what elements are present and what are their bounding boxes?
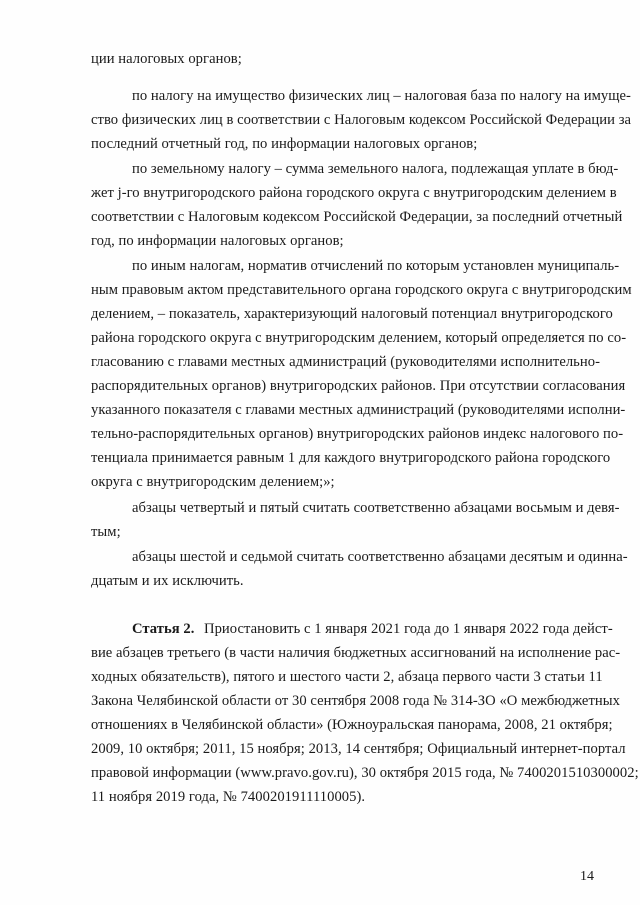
article-2-line-7: правовой информации (www.pravo.gov.ru), 30 октября 2015 года, № 7400201510300002; xyxy=(91,765,639,781)
paragraph-property-tax-line-3: последний отчетный год, по информации налоговых органов; xyxy=(91,136,478,152)
paragraph-property-tax-line-2: ство физических лиц в соответствии с Налоговым кодексом Российской Федерации за xyxy=(91,112,632,128)
paragraph-other-taxes-line-7: указанного показателя с главами местных администраций (руководителями исполни- xyxy=(91,402,626,418)
paragraph-other-taxes-line-8: тельно-распорядительных органов) внутригородских районов индекс налогового по- xyxy=(91,426,624,442)
article-2-line-8: 11 ноября 2019 года, № 7400201911110005). xyxy=(91,789,366,805)
paragraph-land-tax-line-3: соответствии с Налоговым кодексом Российской Федерации, за последний отчетный xyxy=(91,209,623,225)
paragraph-tax-authorities-tail-line-1: ции налоговых органов; xyxy=(91,51,242,67)
article-2-first-line-text: Приостановить с 1 января 2021 года до 1 января 2022 года дейст- xyxy=(204,621,613,637)
article-2-line-4: Закона Челябинской области от 30 сентября 2008 года № 314-ЗО «О межбюджетных xyxy=(91,693,620,709)
paragraph-property-tax-line-1: по налогу на имущество физических лиц – налоговая база по налогу на имуще- xyxy=(132,88,631,104)
article-2-line-3: ходных обязательств), пятого и шестого части 2, абзаца первого части 3 статьи 11 xyxy=(91,669,603,685)
paragraph-other-taxes-line-2: ным правовым актом представительного органа городского округа с внутригородским xyxy=(91,282,632,298)
paragraph-other-taxes-line-6: распорядительных органов) внутригородских районов. При отсутствии согласования xyxy=(91,378,626,394)
article-2-line-5: отношениях в Челябинской области» (Южноуральская панорама, 2008, 21 октября; xyxy=(91,717,613,733)
article-2-line-2: вие абзацев третьего (в части наличия бюджетных ассигнований на исполнение рас- xyxy=(91,645,621,661)
article-2-heading: Статья 2. xyxy=(132,621,195,637)
paragraph-land-tax-line-2: жет j-го внутригородского района городского округа с внутригородским делением в xyxy=(91,185,617,201)
paragraph-other-taxes-line-1: по иным налогам, норматив отчислений по которым установлен муниципаль- xyxy=(132,258,620,274)
paragraph-renumber-6-7-line-1: абзацы шестой и седьмой считать соответственно абзацами десятым и одинна- xyxy=(132,549,628,565)
paragraph-other-taxes-line-3: делением, – показатель, характеризующий налоговый потенциал внутригородского xyxy=(91,306,613,322)
paragraph-renumber-6-7-line-2: дцатым и их исключить. xyxy=(91,573,244,589)
paragraph-renumber-4-5-line-1: абзацы четвертый и пятый считать соответственно абзацами восьмым и девя- xyxy=(132,500,620,516)
paragraph-renumber-4-5-line-2: тым; xyxy=(91,524,121,540)
page-number: 14 xyxy=(580,869,594,884)
paragraph-other-taxes-line-5: гласованию с главами местных администраций (руководителями исполнительно- xyxy=(91,354,600,370)
paragraph-other-taxes-line-9: тенциала принимается равным 1 для каждого внутригородского района городского xyxy=(91,450,611,466)
paragraph-other-taxes-line-10: округа с внутригородским делением;»; xyxy=(91,474,335,490)
paragraph-land-tax-line-1: по земельному налогу – сумма земельного налога, подлежащая уплате в бюд- xyxy=(132,161,619,177)
paragraph-other-taxes-line-4: района городского округа с внутригородским делением, который определяется по со- xyxy=(91,330,627,346)
paragraph-land-tax-line-4: год, по информации налоговых органов; xyxy=(91,233,344,249)
article-2-line-6: 2009, 10 октября; 2011, 15 ноября; 2013, 14 сентября; Официальный интернет-портал xyxy=(91,741,626,757)
article-2-first-line xyxy=(132,620,613,638)
